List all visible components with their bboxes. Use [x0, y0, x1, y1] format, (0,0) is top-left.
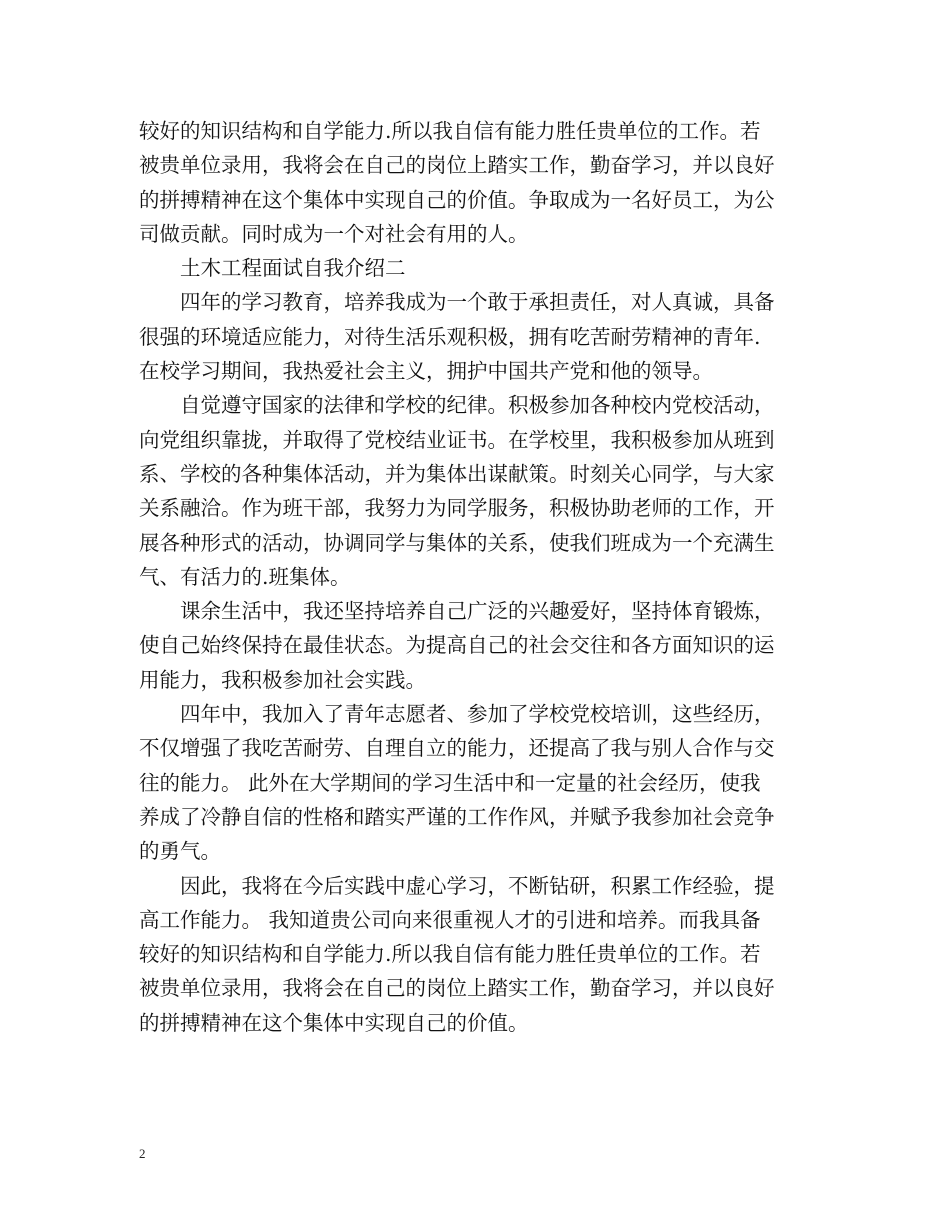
text-line: 的勇气。 [139, 839, 221, 864]
text-line: 较好的知识结构和自学能力.所以我自信有能力胜任贵单位的工作。若 [139, 119, 761, 143]
text-line: 展各种形式的活动，协调同学与集体的关系，使我们班成为一个充满生 [139, 530, 775, 555]
text-line: 系、学校的各种集体活动，并为集体出谋献策。时刻关心同学，与大家 [139, 461, 775, 486]
page-number: 2 [139, 1146, 146, 1161]
text-line: 很强的环境适应能力，对待生活乐观积极，拥有吃苦耐劳精神的青年. [139, 324, 761, 349]
text-line: 课余生活中，我还坚持培养自己广泛的兴趣爱好，坚持体育锻炼， [180, 599, 775, 624]
text-line: 使自己始终保持在最佳状态。为提高自己的社会交往和各方面知识的运 [139, 633, 775, 658]
document-body [139, 114, 815, 1040]
text-line: 在校学习期间，我热爱社会主义，拥护中国共产党和他的领导。 [139, 359, 713, 384]
text-line: 用能力，我积极参加社会实践。 [139, 667, 426, 692]
text-line: 气、有活力的.班集体。 [139, 564, 351, 589]
text-line: 被贵单位录用，我将会在自己的岗位上踏实工作，勤奋学习，并以良好 [139, 976, 775, 1001]
text-line: 向党组织靠拢，并取得了党校结业证书。在学校里，我积极参加从班到 [139, 427, 775, 452]
text-line: 较好的知识结构和自学能力.所以我自信有能力胜任贵单位的工作。若 [139, 942, 761, 967]
text-line: 关系融洽。作为班干部，我努力为同学服务，积极协助老师的工作，开 [139, 496, 775, 521]
section-heading: 土木工程面试自我介绍二 [180, 256, 406, 281]
text-line: 自觉遵守国家的法律和学校的纪律。积极参加各种校内党校活动， [180, 393, 775, 418]
text-line: 被贵单位录用，我将会在自己的岗位上踏实工作，勤奋学习，并以良好 [139, 153, 775, 178]
text-line: 四年的学习教育，培养我成为一个敢于承担责任，对人真诚，具备 [180, 290, 775, 315]
text-line: 司做贡献。同时成为一个对社会有用的人。 [139, 221, 529, 246]
text-line: 养成了冷静自信的性格和踏实严谨的工作作风，并赋予我参加社会竞争 [139, 804, 775, 829]
text-line: 的拼搏精神在这个集体中实现自己的价值。 [139, 1010, 529, 1035]
text-line: 往的能力。 此外在大学期间的学习生活中和一定量的社会经历，使我 [139, 770, 761, 795]
text-line: 高工作能力。 我知道贵公司向来很重视人才的引进和培养。而我具备 [139, 907, 761, 932]
text-line: 因此，我将在今后实践中虚心学习，不断钻研，积累工作经验，提 [180, 873, 775, 898]
text-line: 四年中，我加入了青年志愿者、参加了学校党校培训，这些经历， [180, 702, 775, 727]
text-line: 不仅增强了我吃苦耐劳、自理自立的能力，还提高了我与别人合作与交 [139, 736, 775, 761]
text-line: 的拼搏精神在这个集体中实现自己的价值。争取成为一名好员工，为公 [139, 187, 775, 212]
